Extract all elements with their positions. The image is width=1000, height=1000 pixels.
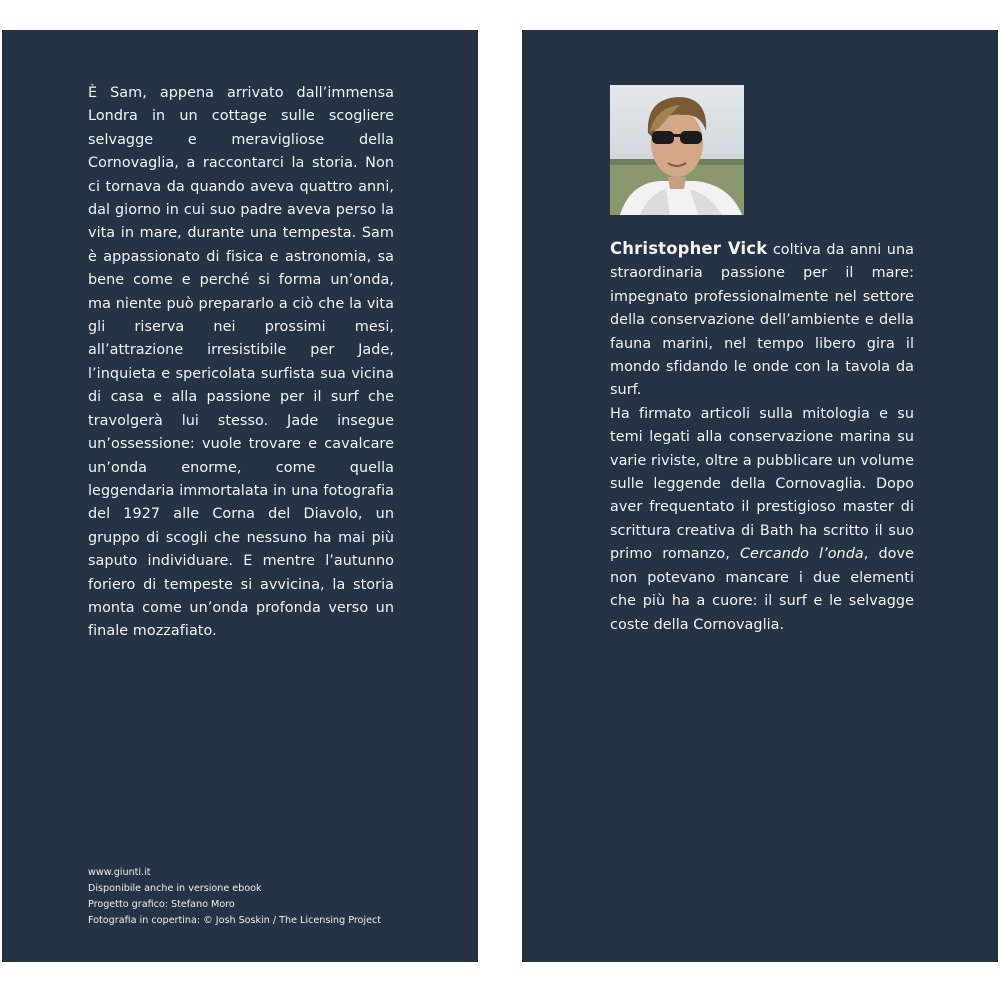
- publisher-website: www.giunti.it: [88, 867, 151, 878]
- bio-paragraph-2: [610, 403, 914, 637]
- author-photo: [610, 85, 744, 215]
- publisher-credits: [88, 865, 468, 929]
- bio-text-before-title: Ha firmato articoli sulla mitologia e su temi legati alla conservazione marina su varie riviste, oltre a pubblicare un volume sulle leggende della Cornovaglia. Dopo aver frequentato il prestigioso master di scrittura creativa di Bath ha scritto il suo primo romanzo,: [610, 405, 914, 563]
- back-flap: [2, 30, 478, 962]
- author-bio: [610, 237, 914, 637]
- synopsis-text: [88, 82, 394, 644]
- front-flap: [522, 30, 998, 962]
- design-credit: Progetto grafico: Stefano Moro: [88, 899, 235, 910]
- bio-paragraph-1: [610, 237, 914, 403]
- author-portrait-image: [610, 85, 744, 215]
- bio-text-after-title: , dove non potevano mancare i due elementi che più ha a cuore: il surf e le selvagge coste della Cornovaglia.: [610, 546, 914, 633]
- ebook-note: Disponibile anche in versione ebook: [88, 883, 262, 894]
- photo-credit: Fotografia in copertina: © Josh Soskin / The Licensing Project: [88, 915, 382, 926]
- synopsis-paragraph: È Sam, appena arrivato dall’immensa Londra in un cottage sulle scogliere selvagge e meravigliose della Cornovaglia, a raccontarci la storia. Non ci tornava da quando aveva quattro anni, dal giorno in cui suo padre aveva perso la vita in mare, durante una tempesta. Sam è appassionato di fisica e astronomia, sa bene come e perché si forma un’onda, ma niente può prepararlo a ciò che la vita gli riserva nei prossimi mesi, all’attrazione irresistibile per Jade, l’inquieta e spericolata surfista sua vicina di casa e alla passione per il surf che travolgerà lui stesso. Jade insegue un’ossessione: vuole trovare e cavalcare un’onda enorme, come quella leggendaria immortalata in una fotografia del 1927 alle Corna del Diavolo, un gruppo di scogli che nessuno ha mai più saputo individuare. E mentre l’autunno foriero di tempeste si avvicina, la storia monta come un’onda profonda verso un finale mozzafiato.: [88, 85, 394, 640]
- novel-title: Cercando l’onda: [739, 546, 864, 563]
- bio-intro-text: coltiva da anni una straordinaria passione per il mare: impegnato professionalmente nel settore della conservazione dell’ambiente e della fauna marini, nel tempo libero gira il mondo sfidando le onde con la tavola da surf.: [610, 242, 915, 399]
- flap-gap: [478, 30, 522, 962]
- author-name: Christopher Vick: [610, 239, 768, 258]
